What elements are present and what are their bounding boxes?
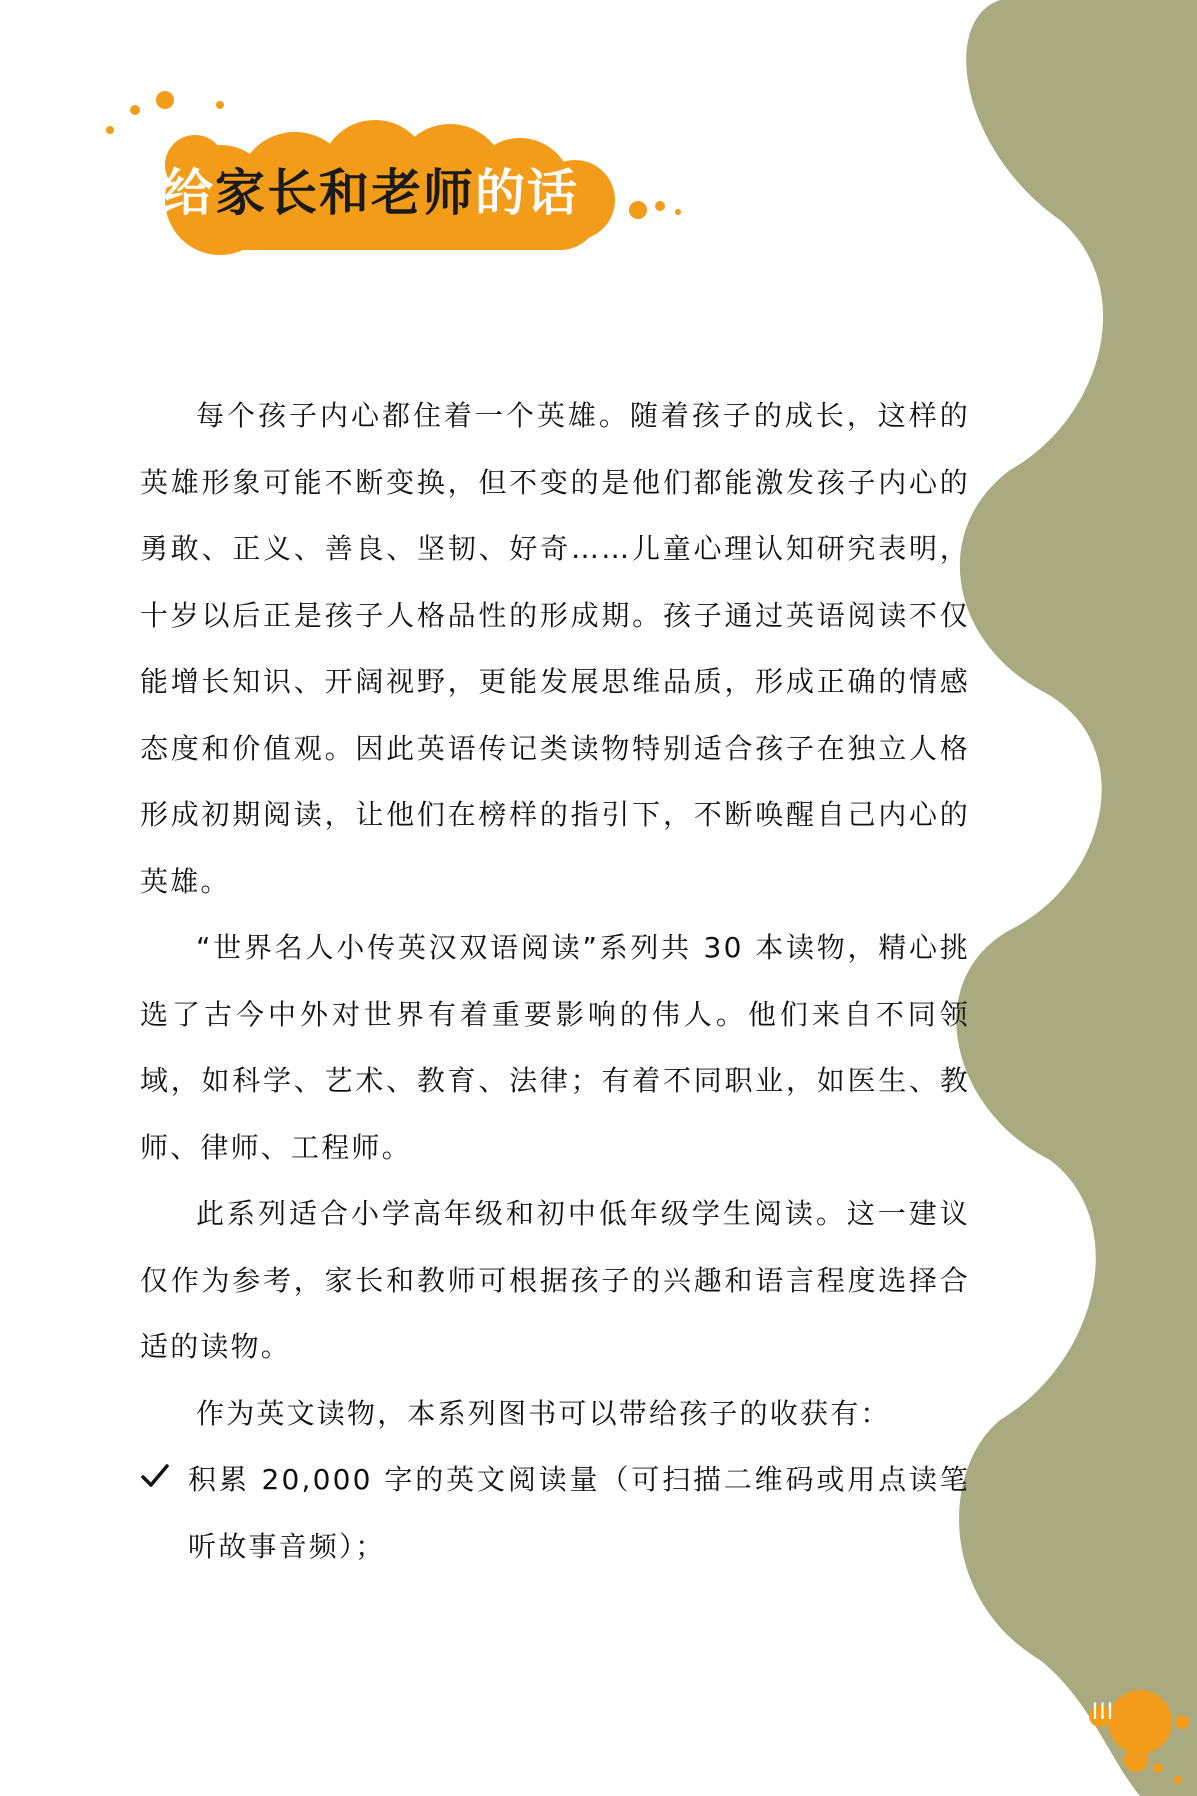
paragraph-1: 每个孩子内心都住着一个英雄。随着孩子的成长，这样的英雄形象可能不断变换，但不变的是他们都能激发孩子内心的勇敢、正义、善良、坚韧、好奇……儿童心理认知研究表明，十岁以后正是孩子人格品性的形成期。孩子通过英语阅读不仅能增长知识、开阔视野，更能发展思维品质，形成正确的情感态度和价值观。因此英语传记类读物特别适合孩子在独立人格形成初期阅读，让他们在榜样的指引下，不断唤醒自己内心的英雄。 xyxy=(140,399,970,898)
paragraph-2: “世界名人小传英汉双语阅读”系列共 30 本读物，精心挑选了古今中外对世界有着重要影响的伟人。他们来自不同领域，如科学、艺术、教育、法律；有着不同职业，如医生、教师、律师、工程师。 xyxy=(140,931,970,1164)
page-title xyxy=(163,158,579,228)
paragraph-3: 此系列适合小学高年级和初中低年级学生阅读。这一建议仅作为参考，家长和教师可根据孩子的兴趣和语言程度选择合适的读物。 xyxy=(140,1197,970,1363)
checkmark-icon xyxy=(140,1461,170,1491)
body-text xyxy=(140,383,970,1580)
paragraph-4: 作为英文读物，本系列图书可以带给孩子的收获有： xyxy=(196,1396,891,1430)
page-number: III xyxy=(1091,1700,1115,1725)
bullet-item-text: 积累 20,000 字的英文阅读量（可扫描二维码或用点读笔听故事音频）； xyxy=(188,1463,970,1563)
title-part-3: 的话 xyxy=(475,164,579,222)
title-part-2: 家长和老师 xyxy=(215,164,475,222)
bullet-item xyxy=(140,1447,970,1580)
page-number-splash xyxy=(1040,1660,1197,1796)
title-part-1: 给 xyxy=(163,164,215,222)
